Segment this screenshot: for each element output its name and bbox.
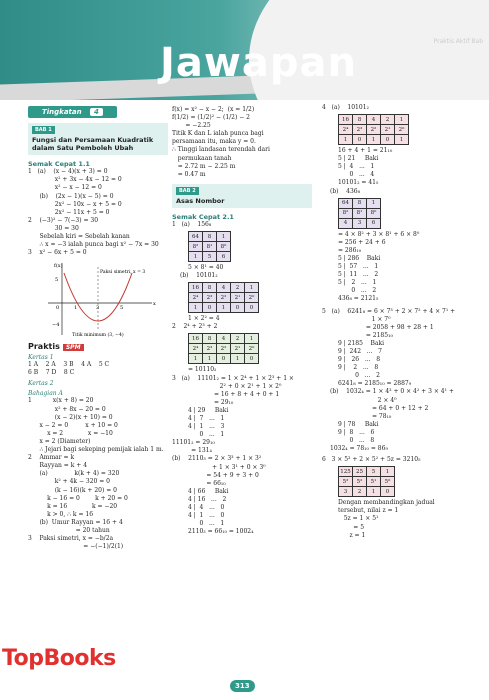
grid-cell: 4 (339, 218, 353, 228)
grid-cell: 1 (203, 354, 217, 364)
grid-cell: 4 (217, 334, 231, 344)
grid-row (189, 242, 231, 252)
grid-cell: 2⁴ (189, 293, 203, 303)
text-line: ∴ Jejari bagi sekeping pemijak ialah 1 m. (28, 446, 164, 454)
answer-block-10 (338, 499, 472, 539)
banner-faded-text: Praktis Aktif Bab (433, 38, 483, 45)
chapter-code: BAB 1 (32, 126, 55, 134)
grid-cell: 8 (353, 198, 367, 208)
grid-cell: 2¹ (381, 125, 395, 135)
text-line: 5 (a) 6241₈ = 6 × 7³ + 2 × 7² + 4 × 7¹ + (322, 307, 456, 315)
text-line: tersebut, nilai z = 1 (338, 507, 399, 515)
grid-cell: 8² (339, 208, 353, 218)
grid-row (189, 232, 231, 242)
column-3 (322, 100, 472, 540)
text-line: = 16 + 8 + 4 + 0 + 1 (172, 390, 280, 398)
grid-row (339, 135, 409, 145)
text-line: ∴ x = −3 ialah punca bagi x² − 7x = 30 (28, 241, 159, 249)
text-line: 9 | 8 ... 6 (338, 428, 375, 436)
text-line: 1 x(x + 8) = 20 (28, 397, 94, 405)
grid-cell: 1 (367, 487, 381, 497)
division-ladder-5 (338, 340, 472, 380)
text-line: Rayyan = k + 4 (28, 462, 88, 470)
grid-cell: 8 (203, 334, 217, 344)
text-line: f(1/2) = (1/2)² − (1/2) − 2 (172, 114, 250, 122)
text-line: 4 | 1 ... 3 (188, 423, 225, 431)
grid-row (339, 115, 409, 125)
grid-row (339, 467, 395, 477)
grid-row (339, 125, 409, 135)
grid-cell: 0 (217, 354, 231, 364)
grid-cell: 2⁰ (245, 344, 259, 354)
section-heading-2: Semak Cepat 2.1 (172, 212, 234, 221)
grid-row (189, 303, 259, 313)
grid-cell: 1 (367, 135, 381, 145)
text-line: = 4 × 8² + 3 × 8¹ + 6 × 8⁰ (338, 230, 420, 238)
q1a-result: 5 × 8¹ = 40 (188, 264, 224, 272)
grid-row (189, 344, 259, 354)
tingkatan-tag (28, 106, 117, 118)
text-line: Dengan membandingkan jadual (338, 499, 435, 507)
spm-badge: SPM (63, 344, 84, 351)
tick-3: 3 (96, 305, 100, 312)
text-line: 2² + 0 × 2¹ + 1 × 2⁰ (172, 382, 282, 390)
answer-block-3 (172, 106, 312, 179)
x-axis-label: x (153, 301, 156, 308)
text-line: 4 | 66 Baki (188, 487, 229, 495)
grid-cell: 2² (217, 344, 231, 354)
text-line: = −2.25 (172, 122, 211, 130)
text-line: 3 (a) 11101₂ = 1 × 2⁴ + 1 × 2³ + 1 × (172, 374, 294, 382)
place-value-table-6 (338, 466, 395, 497)
quadratic-graph (40, 259, 160, 337)
grid-cell: 125 (340, 468, 351, 475)
text-line: (a) k(k + 4) = 320 (28, 470, 120, 478)
text-line: Titik K dan L ialah punca bagi (172, 130, 264, 138)
grid-row (189, 252, 231, 262)
text-line: 0 ... 2 (338, 372, 380, 380)
text-line: = 64 + 0 + 12 + 2 (330, 404, 429, 412)
text-line: x² + 8x − 20 = 0 (28, 405, 106, 413)
grid-row (189, 334, 259, 344)
symmetry-label: Paksi simetri, x = 3 (100, 270, 146, 276)
grid-cell: 16 (339, 115, 353, 125)
text-line: 5 | 21 Baki (338, 155, 379, 163)
column-2 (172, 100, 312, 536)
division-ladder-3 (338, 155, 472, 179)
grid-cell: 1 (339, 135, 353, 145)
q4a-result: 10101₂ = 41₅ (338, 179, 379, 187)
grid-cell: 2³ (203, 344, 217, 354)
page-number: 313 (230, 680, 255, 692)
text-line: k − 16 = 0 k + 20 = 0 (28, 494, 128, 502)
text-line: k = 16 k = −20 (28, 502, 118, 510)
text-line: 5 | 57 ... 1 (338, 263, 379, 271)
text-line: x = 2 (Diameter) (28, 437, 91, 445)
text-line: 2x² − 10x − x + 5 = 0 (28, 200, 122, 208)
grid-row (339, 487, 395, 497)
grid-cell: 1 (189, 303, 203, 313)
text-line: = 5 (338, 523, 365, 531)
text-line: k > 0, ∴ k = 16 (28, 510, 94, 518)
text-line: 0 ... 8 (338, 437, 375, 444)
grid-cell: 0 (245, 303, 259, 313)
text-line: = 66₁₀ (172, 479, 226, 487)
division-ladder-2 (188, 488, 312, 528)
grid-cell: 16 (189, 283, 203, 293)
tick-1: 1 (74, 305, 78, 312)
text-line: 9 | 78 Baki (338, 420, 379, 428)
q4a-line: 4 (a) 10101₂ (322, 104, 369, 111)
text-line: = −(−1)/2(1) (28, 543, 124, 551)
text-line: k² + 4k − 320 = 0 (28, 478, 110, 486)
grid-cell: 2⁰ (395, 125, 409, 135)
grid-cell: 4 (217, 283, 231, 293)
answer-block-8 (322, 308, 472, 340)
place-value-table-5 (338, 198, 381, 229)
grid-cell: 0 (203, 303, 217, 313)
text-line: 9 | 26 ... 8 (338, 356, 381, 364)
text-line: persamaan itu, maka y = 0. (172, 138, 256, 146)
tick-y-5: 5 (55, 277, 59, 284)
text-line: 3 Paksi simetri, x = −b/2a (28, 535, 114, 543)
answer-block-9 (330, 388, 472, 420)
grid-cell: 1 (217, 303, 231, 313)
text-line: 3 x² − 6x + 5 = 0 (28, 249, 87, 257)
q2-result: = 10110₂ (188, 366, 217, 374)
grid-cell: 1 (395, 115, 409, 125)
division-ladder-1 (188, 407, 312, 439)
grid-cell: 6 (367, 218, 381, 228)
grid-cell: 8¹ (203, 242, 217, 252)
grid-cell: 1 (245, 334, 259, 344)
grid-cell: 0 (381, 487, 395, 497)
praktis-label: Praktis (28, 342, 60, 352)
text-line: 2 × 4⁰ (330, 396, 397, 404)
text-line: (b) 1032₄ = 1 × 4³ + 0 × 4² + 3 × 4¹ + (330, 388, 454, 396)
text-line: 5 | 11 ... 2 (338, 271, 379, 279)
grid-cell: 1 (367, 198, 381, 208)
grid-row (339, 198, 381, 208)
grid-cell: 8¹ (353, 208, 367, 218)
grid-cell: 1 (189, 252, 203, 262)
grid-row (339, 208, 381, 218)
q5b-result: 1032₄ = 78₁₀ = 86₉ (330, 445, 388, 453)
grid-cell: 3 (339, 487, 353, 497)
text-line: 4 | 1 ... 0 (188, 512, 225, 520)
answer-block-7 (338, 231, 472, 255)
text-line: 4 | 7 ... 1 (188, 415, 225, 422)
text-line: 4 | 4 ... 0 (188, 504, 225, 512)
text-line: = 29₁₀ (172, 398, 234, 406)
grid-cell: 8⁰ (367, 208, 381, 218)
logo-books: Books (43, 646, 116, 671)
text-line: (b) Umur Rayyan = 16 + 4 (28, 518, 123, 526)
grid-cell: 0 (245, 354, 259, 364)
text-line: x² + 3x − 4x − 12 = 0 (28, 176, 122, 184)
text-line: 5z = 1 × 5¹ (338, 515, 379, 523)
text-line: = 20 tahun (28, 526, 110, 534)
text-line: z = 1 (338, 531, 366, 539)
text-line: 2 (−3)² − 7(−3) = 30 (28, 216, 99, 224)
text-line: = 0.47 m (172, 170, 206, 178)
header-banner (0, 0, 489, 100)
text-line: 0 ... 4 (338, 171, 375, 179)
text-line: (b) 2110₃ = 2 × 3³ + 1 × 3² (172, 455, 262, 463)
place-value-table-2 (188, 282, 259, 313)
answer-block-4 (172, 375, 312, 407)
answer-block-1 (28, 168, 168, 257)
q4b-line: (b) 436₈ (330, 187, 361, 195)
grid-cell: 0 (231, 303, 245, 313)
column-1 (28, 100, 168, 551)
place-value-table-4 (338, 114, 409, 145)
tick-y-neg4: −4 (52, 322, 60, 329)
text-line: 11101₂ = 29₁₀ (172, 439, 215, 447)
tingkatan-label: Tingkatan (42, 108, 82, 116)
grid-cell: 2 (353, 487, 367, 497)
place-value-table-3 (188, 333, 259, 364)
answer-block-2 (28, 397, 168, 551)
q4b-result: 436₈ = 2121₅ (338, 295, 379, 303)
text-line: = 2185₁₀ (322, 331, 393, 339)
answer-block-6 (172, 455, 312, 487)
minimum-label: Titik minimum (3, −4) (72, 333, 124, 338)
text-line: = 2.72 m − 2.25 m (172, 162, 236, 170)
grid-cell: 4 (367, 115, 381, 125)
grid-cell: 1 (381, 467, 395, 477)
grid-cell: 2³ (203, 293, 217, 303)
grid-row (189, 354, 259, 364)
text-line: 1 (a) (x − 4)(x + 3) = 0 (28, 168, 108, 176)
grid-cell: 64 (339, 198, 353, 208)
text-line: 0 ... 1 (188, 520, 225, 528)
text-line: 2x² − 11x + 5 = 0 (28, 208, 110, 216)
chapter-2-title: Asas Nombor (176, 196, 225, 205)
grid-cell: 1 (217, 232, 231, 242)
bahagian-heading: Bahagian A (28, 390, 63, 398)
text-line: x − 2 = 0 x + 10 = 0 (28, 421, 118, 429)
grid-cell: 5¹ (367, 477, 381, 487)
grid-cell: 0 (381, 135, 395, 145)
text-line: 4 | 16 ... 2 (188, 495, 227, 503)
grid-cell: 1 (245, 283, 259, 293)
chapter-title: Fungsi dan Persamaan Kuadratik dalam Satu Pemboleh Ubah (32, 136, 154, 153)
grid-row (339, 218, 381, 228)
section-heading: Semak Cepat 1.1 (28, 160, 90, 169)
grid-cell: 2 (231, 283, 245, 293)
answer-block-5 (172, 439, 312, 455)
kertas-2-heading: Kertas 2 (28, 380, 54, 388)
grid-cell: 2 (381, 115, 395, 125)
q2-line: 2 2⁴ + 2³ + 2 (172, 323, 218, 331)
text-line: = 256 + 24 + 6 (338, 238, 386, 246)
grid-cell: 1 (189, 354, 203, 364)
grid-row (189, 283, 259, 293)
text-line: (x − 2)(x + 10) = 0 (28, 413, 113, 421)
grid-row (189, 293, 259, 303)
grid-cell: 64 (189, 232, 203, 242)
q1b-line: (b) 10101₂ (180, 272, 218, 280)
text-line: = 286₁₀ (338, 246, 362, 254)
text-line: x² − x − 12 = 0 (28, 184, 102, 192)
topbooks-logo (2, 646, 116, 671)
text-line: (k − 16)(k + 20) = 0 (28, 486, 117, 494)
text-line: 5 | 2 ... 1 (338, 279, 377, 287)
chapter-2-box (172, 184, 312, 208)
chapter-box (28, 123, 168, 155)
division-ladder-6 (338, 421, 472, 445)
grid-cell: 2 (231, 334, 245, 344)
grid-cell: 1 (231, 354, 245, 364)
text-line: x = 2 x = −10 (28, 429, 113, 437)
grid-cell: 16 (189, 334, 203, 344)
grid-cell: 25 (353, 467, 367, 477)
text-line: permukaan tanah (172, 154, 232, 162)
tingkatan-number: 4 (90, 108, 103, 116)
grid-cell: 2⁴ (189, 344, 203, 354)
y-axis-label: f(x) (54, 263, 63, 270)
text-line: ∴ Tinggi landasan terendah dari (172, 146, 270, 154)
grid-cell: 1 (395, 135, 409, 145)
grid-cell: 8⁰ (217, 242, 231, 252)
grid-cell: 8² (189, 242, 203, 252)
text-line: 9 | 2 ... 8 (338, 364, 379, 372)
text-line: 5 | 4 ... 1 (338, 163, 375, 171)
q1b-result: 1 × 2² = 4 (188, 315, 220, 323)
kertas-1-heading: Kertas 1 (28, 354, 54, 362)
text-line: = 131₄ (172, 447, 212, 455)
text-line: (b) (2x − 1)(x − 5) = 0 (28, 192, 114, 200)
grid-cell: 8 (203, 283, 217, 293)
q6-line: 6 3 × 5³ + 2 × 5² + 5z = 3210₅ (322, 456, 421, 464)
grid-cell: 3 (353, 218, 367, 228)
answer-row-1: 1 A 2 A 3 B 4 A 5 C (28, 361, 110, 369)
grid-cell: 2³ (353, 125, 367, 135)
grid-cell: 2² (217, 293, 231, 303)
text-line: 9 | 2185 Baki (338, 339, 385, 347)
division-ladder-4 (338, 255, 472, 295)
tick-5: 5 (120, 305, 124, 312)
text-line: 2 Ammar = k (28, 454, 75, 462)
text-line: = 2058 + 98 + 28 + 1 (322, 323, 434, 331)
text-line: 30 = 30 (28, 224, 79, 232)
answer-row-2: 6 B 7 D 8 C (28, 369, 75, 377)
q5a-result: 6241₈ = 2185₁₀ = 2887₉ (338, 380, 412, 388)
text-line: 0 ... 1 (188, 431, 225, 439)
text-line: 1 × 7⁰ (322, 315, 391, 323)
grid-cell: 2² (367, 125, 381, 135)
text-line: 0 ... 2 (338, 287, 377, 295)
graph-svg (40, 259, 160, 337)
q1a-line: 1 (a) 156₈ (172, 220, 212, 228)
grid-cell: 5² (353, 477, 367, 487)
text-line: Sebelah kiri = Sebelah kanan (28, 233, 130, 240)
grid-cell: 6 (217, 252, 231, 262)
grid-cell: 2¹ (231, 293, 245, 303)
grid-cell: 0 (353, 135, 367, 145)
grid-cell: 5 (367, 467, 381, 477)
grid-cell: 2⁰ (245, 293, 259, 303)
praktis-heading (28, 342, 168, 351)
grid-cell: 5 (203, 252, 217, 262)
text-line: 9 | 242 ... 7 (338, 347, 382, 355)
logo-top: Top (2, 646, 44, 671)
grid-row (339, 477, 395, 487)
grid-cell: 5⁰ (381, 477, 395, 487)
chapter-2-code: BAB 2 (176, 187, 199, 195)
grid-cell: 8 (353, 115, 367, 125)
grid-cell: 8 (203, 232, 217, 242)
text-line: 4 | 29 Baki (188, 406, 229, 414)
text-line: = 54 + 9 + 3 + 0 (172, 471, 259, 479)
text-line: + 1 × 3¹ + 0 × 3⁰ (172, 463, 266, 471)
text-line: = 78₁₀ (330, 412, 392, 420)
place-value-table-1 (188, 231, 231, 262)
text-line: f(x) = x² − x − 2; (x = 1/2) (172, 106, 255, 113)
page-title: Jawapan (160, 40, 357, 86)
grid-cell: 2¹ (231, 344, 245, 354)
q4a-sum: 16 + 4 + 1 = 21₁₀ (338, 147, 393, 155)
text-line: 5 | 286 Baki (338, 254, 381, 262)
q3b-result: 2110₃ = 66₁₀ = 1002₄ (188, 528, 254, 536)
grid-cell: 2⁴ (339, 125, 353, 135)
tick-0: 0 (56, 305, 60, 312)
grid-cell: 5³ (339, 477, 353, 487)
